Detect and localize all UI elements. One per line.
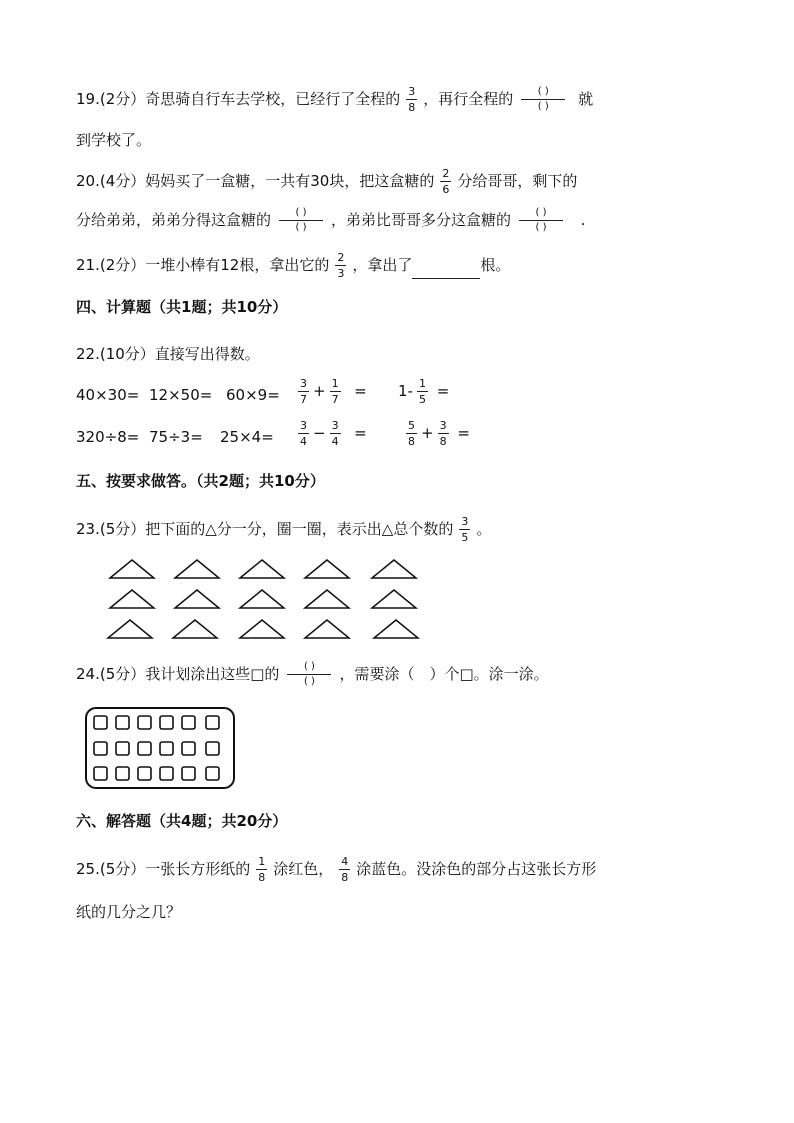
triangle-icon	[110, 590, 154, 608]
calc-item: 12×50=	[149, 386, 213, 404]
calc-item: 320÷8=	[76, 428, 140, 446]
square-icon	[160, 716, 173, 729]
square-icon	[206, 742, 219, 755]
q20-line2: 分给弟弟，弟弟分得这盒糖的 ( ) ( ) ，弟弟比哥哥多分这盒糖的 ( ) ( ) .	[76, 207, 586, 233]
triangle-icon	[173, 620, 217, 638]
question-25: 25.(5分）一张长方形纸的 $\frac{1}{8}$ 涂红色， $\frac{4}{8}$ 涂蓝色。没涂色的部分占这张长方形	[76, 855, 597, 884]
triangle-icon	[110, 560, 154, 578]
question-24: 24.(5分）我计划涂出这些□的 ( ) ( ) ，需要涂（ ）个□。涂一涂。	[76, 661, 549, 687]
q19-text: 19.(2分）奇思骑自行车去学校，已经行了全程的	[76, 90, 401, 108]
question-20: 20.(4分）妈妈买了一盒糖，一共有30块，把这盒糖的 $\frac{2}{6}$ 分给哥哥，剩下的	[76, 167, 578, 196]
triangle-icon	[240, 560, 284, 578]
triangle-icon	[240, 620, 284, 638]
answer-blank-fraction[interactable]: ( ) ( )	[279, 208, 323, 233]
square-icon	[206, 716, 219, 729]
square-icon	[160, 742, 173, 755]
triangle-icon	[175, 560, 219, 578]
triangle-icon	[305, 560, 349, 578]
square-icon	[182, 742, 195, 755]
square-icon	[138, 742, 151, 755]
question-23: 23.(5分）把下面的△分一分，圈一圈，表示出△总个数的 $\frac{3}{5}$ 。	[76, 515, 492, 544]
square-icon	[160, 767, 173, 780]
square-icon	[94, 716, 107, 729]
triangle-icon	[305, 620, 349, 638]
square-icon	[182, 767, 195, 780]
question-21: 21.(2分）一堆小棒有12根，拿出它的 $\frac{2}{3}$ ，拿出了 根。	[76, 251, 511, 280]
question-19: 19.(2分）奇思骑自行车去学校，已经行了全程的 $\frac{3}{8}$ ，再行全程的 ( ) ( ) 就	[76, 85, 594, 114]
fraction: $\frac{1}{8}$	[258, 855, 266, 884]
square-icon	[182, 716, 195, 729]
square-icon	[138, 767, 151, 780]
triangle-icon	[175, 590, 219, 608]
answer-blank-fraction[interactable]: ( ) ( )	[519, 208, 563, 233]
triangle-icon	[374, 620, 418, 638]
section-heading: 五、按要求做答。（共2题；共10分）	[76, 472, 325, 490]
section-heading: 四、计算题（共1题；共10分）	[76, 298, 288, 316]
square-grid-box[interactable]	[84, 706, 236, 790]
triangle-icon	[372, 590, 416, 608]
calc-fraction-item: 1- $\frac{1}{5}$ =	[398, 377, 450, 406]
calc-item: 40×30=	[76, 386, 140, 404]
q25-line2: 纸的几分之几？	[76, 903, 182, 921]
calc-fraction-item: $\frac{3}{4}$ − $\frac{3}{4}$ =	[300, 419, 367, 448]
square-icon	[116, 767, 129, 780]
triangle-icon	[240, 590, 284, 608]
answer-blank-fraction[interactable]: ( ) ( )	[287, 662, 331, 687]
square-icon	[94, 742, 107, 755]
calc-item: 25×4=	[220, 428, 274, 446]
answer-blank-fraction[interactable]: ( ) ( )	[521, 87, 565, 112]
section-heading: 六、解答题（共4题；共20分）	[76, 812, 288, 830]
calc-fraction-item: $\frac{5}{8}$ + $\frac{3}{8}$ =	[408, 419, 470, 448]
fraction: $\frac{4}{8}$	[341, 855, 349, 884]
calc-item: 60×9=	[226, 386, 280, 404]
q19-line2: 到学校了。	[76, 131, 152, 149]
question-22-title: 22.(10分）直接写出得数。	[76, 345, 260, 363]
answer-blank[interactable]	[412, 262, 480, 279]
square-icon	[138, 716, 151, 729]
square-icon	[116, 742, 129, 755]
calc-item: 75÷3=	[149, 428, 203, 446]
square-icon	[116, 716, 129, 729]
fraction: $\frac{2}{6}$	[442, 167, 450, 196]
fraction: $\frac{3}{5}$	[461, 515, 469, 544]
calc-fraction-item: $\frac{3}{7}$ + $\frac{1}{7}$ =	[300, 377, 367, 406]
triangle-icon	[108, 620, 152, 638]
square-icon	[94, 767, 107, 780]
triangle-icon	[372, 560, 416, 578]
fraction: $\frac{3}{8}$	[408, 85, 416, 114]
triangle-grid[interactable]	[100, 556, 440, 646]
fraction: $\frac{2}{3}$	[337, 251, 345, 280]
square-icon	[206, 767, 219, 780]
triangle-icon	[305, 590, 349, 608]
